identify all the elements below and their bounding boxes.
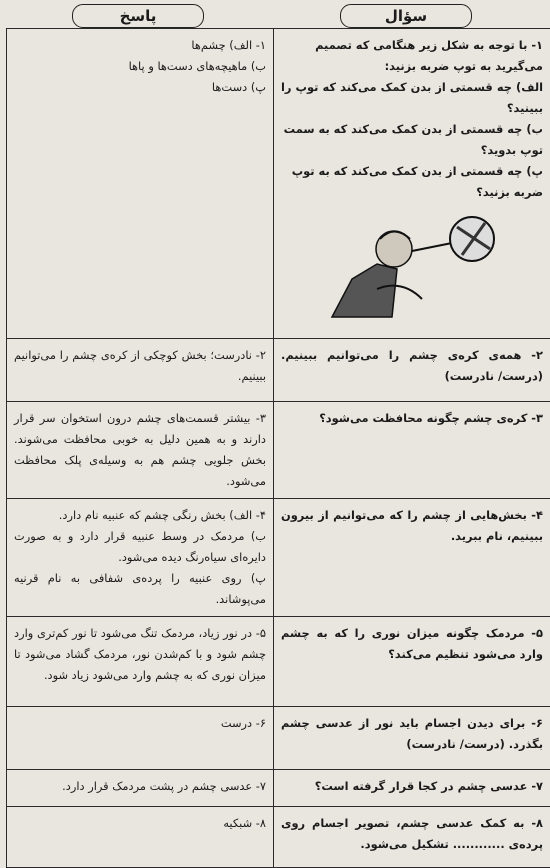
boy-kicking-ball-illustration (322, 209, 502, 319)
answer-1-line-1: ۱- الف) چشم‌ها (14, 35, 266, 56)
question-cell-6 (274, 707, 550, 770)
question-1-line-3: الف) چه قسمتی از بدن کمک می‌کند که توپ را ببینید؟ (281, 77, 543, 119)
answer-cell-2 (7, 339, 274, 402)
table-row (7, 499, 550, 617)
answer-8-text: ۸- شبکیه (14, 813, 266, 834)
question-1-line-7: ضربه بزنید؟ (281, 182, 543, 203)
question-cell-3 (274, 402, 550, 499)
question-5-text: ۵- مردمک چگونه میزان نوری را که به چشم وارد می‌شود تنظیم می‌کند؟ (281, 623, 543, 665)
answer-column-header (72, 4, 204, 28)
table-row (7, 339, 550, 402)
question-7-text: ۷- عدسی چشم در کجا قرار گرفته است؟ (281, 776, 543, 797)
answer-4-line-1: ۴- الف) بخش رنگی چشم که عنبیه نام دارد. (14, 505, 266, 526)
answer-7-text: ۷- عدسی چشم در پشت مردمک قرار دارد. (14, 776, 266, 797)
table-row (7, 402, 550, 499)
answer-cell-5 (7, 617, 274, 707)
question-1-line-1: ۱- با توجه به شکل زیر هنگامی که تصمیم (281, 35, 543, 56)
question-cell-7 (274, 770, 550, 807)
answer-5-text: ۵- در نور زیاد، مردمک تنگ می‌شود تا نور کم‌تری وارد چشم شود و با کم‌شدن نور، مردمک گشاد می‌شود تا میزان نوری که به چشم وارد می‌شود زیاد شود. (14, 623, 266, 686)
answer-cell-3 (7, 402, 274, 499)
question-6-text: ۶- برای دیدن اجسام باید نور از عدسی چشم بگذرد. (درست/ نادرست) (281, 713, 543, 755)
answer-header-label: پاسخ (120, 7, 157, 25)
answer-cell-6 (7, 707, 274, 770)
table-row (7, 29, 550, 339)
question-8-text: ۸- به کمک عدسی چشم، تصویر اجسام روی پرده‌ی ............ تشکیل می‌شود. (281, 813, 543, 855)
answer-2-text: ۲- نادرست؛ بخش کوچکی از کره‌ی چشم را می‌توانیم ببینیم. (14, 345, 266, 387)
question-header-label: سؤال (385, 7, 427, 25)
question-1-line-4: ب) چه قسمتی از بدن کمک می‌کند که به سمت (281, 119, 543, 140)
table-row (7, 617, 550, 707)
question-1-line-5: توپ بدوید؟ (281, 140, 543, 161)
question-4-text: ۴- بخش‌هایی از چشم را که می‌توانیم از بیرون ببینیم، نام ببرید. (281, 505, 543, 547)
question-2-text: ۲- همه‌ی کره‌ی چشم را می‌توانیم ببینیم. (درست/ نادرست) (281, 345, 543, 387)
table-row (7, 707, 550, 770)
question-cell-1 (274, 29, 550, 339)
answer-3-text: ۳- بیشتر قسمت‌های چشم درون استخوان سر قرار دارند و به همین دلیل به خوبی محافظت می‌شوند. بخش جلویی چشم هم به وسیله‌ی پلک محافظت می‌شود. (14, 408, 266, 492)
question-1-line-6: پ) چه قسمتی از بدن کمک می‌کند که به توپ (281, 161, 543, 182)
answer-1-line-2: ب) ماهیچه‌های دست‌ها و پاها (14, 56, 266, 77)
answer-4-line-3: پ) روی عنبیه را پرده‌ی شفافی به نام قرنیه می‌پوشاند. (14, 568, 266, 610)
question-1-line-2: می‌گیرید به توپ ضربه بزنید: (281, 56, 543, 77)
question-cell-2 (274, 339, 550, 402)
table-row (7, 770, 550, 807)
qa-table (6, 28, 550, 868)
question-3-text: ۳- کره‌ی چشم چگونه محافظت می‌شود؟ (281, 408, 543, 429)
question-column-header (340, 4, 472, 28)
answer-1-line-3: پ) دست‌ها (14, 77, 266, 98)
answer-cell-1 (7, 29, 274, 339)
answer-6-text: ۶- درست (14, 713, 266, 734)
question-cell-4 (274, 499, 550, 617)
answer-cell-7 (7, 770, 274, 807)
answer-cell-4 (7, 499, 274, 617)
question-cell-5 (274, 617, 550, 707)
answer-4-line-2: ب) مردمک در وسط عنبیه قرار دارد و به صورت دایره‌ای سیاه‌رنگ دیده می‌شود. (14, 526, 266, 568)
